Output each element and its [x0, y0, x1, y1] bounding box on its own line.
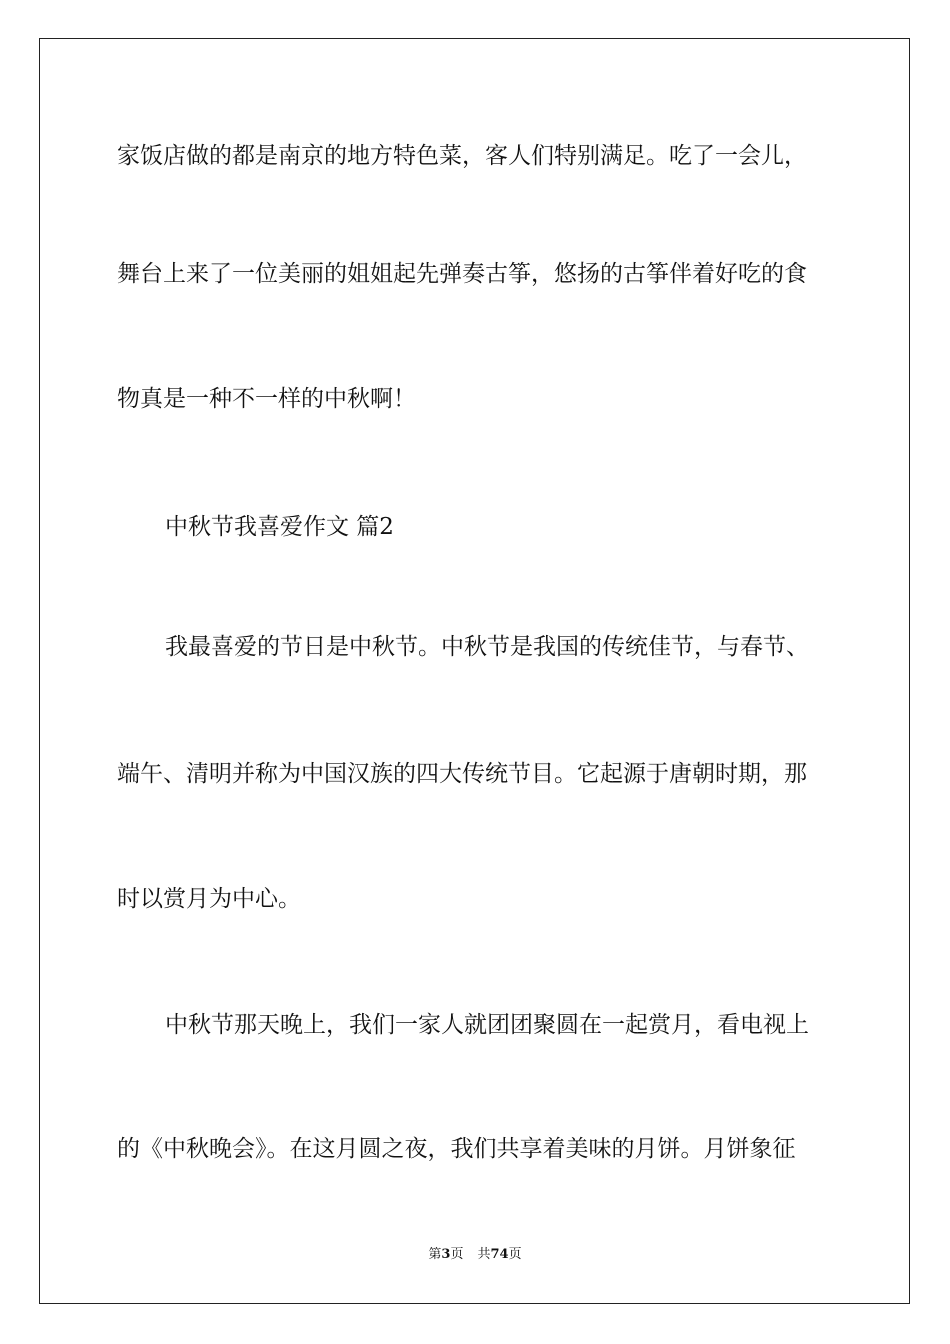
- total-pages: 74: [490, 1247, 509, 1262]
- page-number: 3: [441, 1247, 451, 1262]
- text-line-1: 家饭店做的都是南京的地方特色菜，客人们特别满足。吃了一会儿，: [117, 143, 807, 169]
- section-heading: 中秋节我喜爱作文 篇2: [165, 514, 394, 540]
- text-line-3: 物真是一种不一样的中秋啊！: [117, 386, 416, 412]
- text-line-5: 我最喜爱的节日是中秋节。中秋节是我国的传统佳节，与春节、: [165, 634, 809, 660]
- text-line-2: 舞台上来了一位美丽的姐姐起先弹奏古筝，悠扬的古筝伴着好吃的食: [117, 261, 807, 287]
- page-suffix: 页: [450, 1247, 464, 1262]
- text-line-9: 的《中秋晚会》。在这月圆之夜，我们共享着美味的月饼。月饼象征: [117, 1136, 796, 1162]
- text-line-7: 时以赏月为中心。: [117, 886, 301, 912]
- page-footer: [0, 1246, 950, 1264]
- text-line-6: 端午、清明并称为中国汉族的四大传统节目。它起源于唐朝时期，那: [117, 761, 807, 787]
- total-suffix: 页: [508, 1247, 522, 1262]
- total-prefix: 共: [477, 1247, 491, 1262]
- page-border: [39, 38, 910, 1304]
- text-line-8: 中秋节那天晚上，我们一家人就团团聚圆在一起赏月，看电视上: [165, 1012, 809, 1038]
- page-prefix: 第: [428, 1247, 442, 1262]
